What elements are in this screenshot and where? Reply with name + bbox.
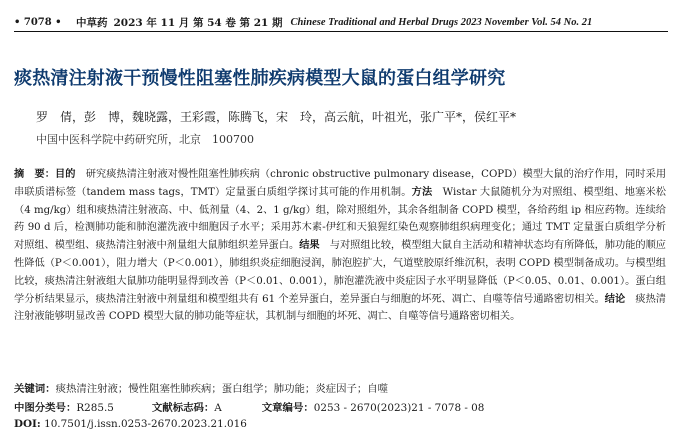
doc-code-text: A [214,402,222,414]
classification-line [14,399,674,414]
affiliation: 中国中医科学院中药研究所，北京 100700 [36,133,254,146]
paper-title: 痰热清注射液干预慢性阻塞性肺疾病模型大鼠的蛋白组学研究 [14,68,506,89]
clc-text: R285.5 [76,402,114,414]
running-header [14,12,668,32]
result-text: 与对照组比较，模型组大鼠自主活动和精神状态均有所降低，肺功能的顺应性降低（P＜0.001），阻力增大（P＜0.001），肺组织炎症细胞浸润，肺泡腔扩大，气道壁胶原纤维沉积，表明 COPD 模型制备成功。与模型组比较，痰热清注射液组大鼠肺功能明显得到改善（P＜0.01、0.001），肺泡灌洗液中炎症因子水平明显降低（P＜0.05、0.01、0.001）。蛋白组学分析结果显示，痰热清注射液中剂量组和模型组共有 61 个差异蛋白，差异蛋白与细胞的坏死、凋亡、自噬等信号通路密切相关。 [14,240,666,305]
header-rule [14,31,668,32]
aim-label: 目的 [54,168,76,180]
issue-cn: 2023 年 11 月 第 54 卷 第 21 期 [113,16,283,29]
method-label: 方法 [411,185,433,198]
keywords-label: 关键词： [14,383,56,395]
doc-code-label: 文献标志码： [151,402,215,414]
article-no-label: 文章编号： [261,402,314,414]
journal-name-cn: 中草药 [76,16,108,29]
method-text: Wistar 大鼠随机分为对照组、模型组、地塞米松（4 mg/kg）组和痰热清注射液高、中、低剂量（4、2、1 g/kg）组，除对照组外，其余各组制备 COPD 模型，各给药组 ip 相应药物。连续给药 90 d 后，检测肺功能和肺泡灌洗液中细胞因子水平；采用苏木素-伊红和天狼猩红染色观察肺组织病理变化；通过 TMT 定量蛋白质组学分析对照组、模型组、痰热清注射液中剂量组大鼠肺组织差异蛋白。 [14,186,666,252]
page-number: • 7078 • [14,16,62,28]
author-list: 罗 倩，彭 博，魏晓露，王彩霞，陈腾飞，宋 玲，高云航，叶祖光，张广平*，侯红平* [36,110,517,124]
abstract-label: 摘 要： [14,168,55,180]
keywords-line [14,380,674,395]
doi-line [14,418,674,430]
keywords-text: 痰热清注射液；慢性阻塞性肺疾病；蛋白组学；肺功能；炎症因子；自噬 [55,383,389,395]
doi-label: DOI: [14,418,41,430]
conclusion-text: 痰热清注射液能够明显改善 COPD 模型大鼠的肺功能等症状，其机制与细胞的坏死、凋亡、自噬等信号通路密切相关。 [14,293,666,323]
abstract [14,166,666,326]
journal-name-en: Chinese Traditional and Herbal Drugs 2023 November Vol. 54 No. 21 [290,16,593,28]
result-label: 结果 [299,239,320,252]
clc-label: 中图分类号： [14,402,77,414]
article-no-text: 0253 - 2670(2023)21 - 7078 - 08 [313,402,485,414]
doi-text: 10.7501/j.issn.0253-2670.2023.21.016 [44,418,247,430]
aim-text: 研究痰热清注射液对慢性阻塞性肺疾病（chronic obstructive pulmonary disease，COPD）模型大鼠的治疗作用，同时采用串联质谱标签（tandem mass tags，TMT）定量蛋白质组学探讨其可能的作用机制。 [14,169,667,198]
conclusion-label: 结论 [604,292,626,305]
